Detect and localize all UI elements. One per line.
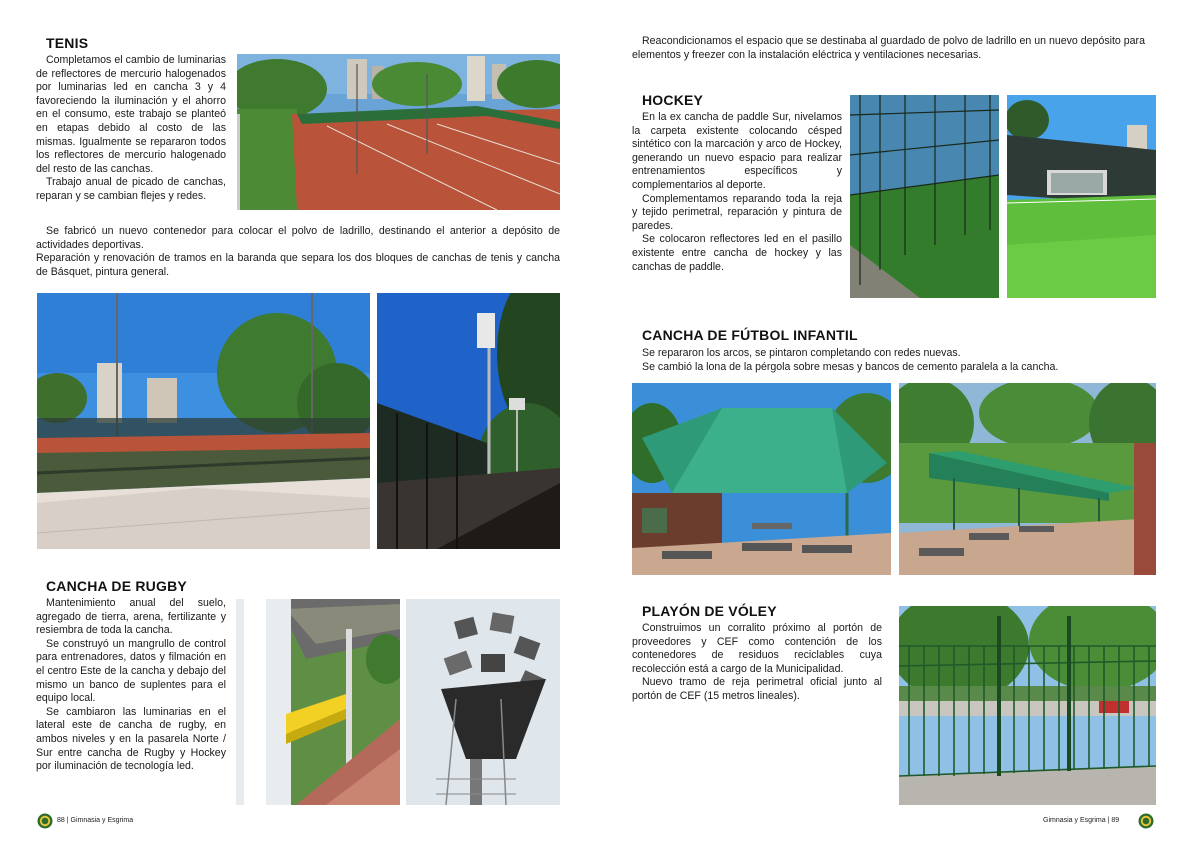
hockey-text [632,111,842,274]
right-intro [632,35,1156,62]
futbol-paragraph: Se cambió la lona de la pérgola sobre mesas y bancos de cemento paralela a la cancha. [642,360,1059,373]
section-title-futbol: CANCHA DE FÚTBOL INFANTIL [642,327,858,343]
futbol-text [632,347,1156,374]
tenis-extra-paragraph: Se fabricó un nuevo contenedor para colocar el polvo de ladrillo, destinando el anterior a depósito de actividades deportivas. [36,225,560,251]
voley-paragraph: Nuevo tramo de reja perimetral oficial junto al portón de CEF (15 metros lineales). [632,676,882,702]
tenis-extra-text [36,225,560,279]
volley-fence-photo [899,606,1156,805]
section-title-voley: PLAYÓN DE VÓLEY [642,603,777,619]
rugby-paragraph: Se cambiaron las luminarias en el lateral este de cancha de rugby, en ambos niveles y en la pasarela Norte / Sur entre cancha de Rugby y Hockey por iluminación de tecnología led. [36,705,226,773]
right-intro-paragraph: Reacondicionamos el espacio que se destinaba al guardado de polvo de ladrillo en un nuevo depósito para elementos y freezer con la instalación eléctrica y ventilaciones necesarias. [632,35,1145,61]
tenis-text [36,54,226,204]
pergola-photo-2 [899,383,1156,575]
voley-text [632,622,882,704]
hockey-paragraph: En la ex cancha de paddle Sur, nivelamos la carpeta existente colocando césped sintético con la marcación y arco de Hockey, generando un nuevo espacio para realizar entrenamientos específicos y complementarios al deporte. [632,111,842,191]
tennis-railing-photo [37,293,370,549]
rugby-floodlight-photo [406,599,560,805]
club-logo-icon [37,813,53,829]
tenis-extra-paragraph: Reparación y renovación de tramos en la baranda que separa los dos bloques de canchas de tenis y cancha de Básquet, pintura general. [36,252,560,278]
page-number-left: 88 | Gimnasia y Esgrima [57,817,134,824]
tenis-paragraph: Completamos el cambio de luminarias de reflectores de mercurio halogenados por luminarias led en cancha 3 y 4 favoreciendo la iluminación y el ahorro en el consumo, este trabajo se planteó en etapas debido al costo de las mismas. Igualmente se repararon todos los reflectores de mercurio halogenado del resto de las canchas. [36,54,226,175]
section-title-tenis: TENIS [46,35,89,51]
voley-paragraph: Construimos un corralito próximo al portón de proveedores y CEF como contención de los contenedores de residuos reciclables cuya recolección está a cargo de la Municipalidad. [632,622,882,675]
section-title-hockey: HOCKEY [642,92,704,108]
hockey-paragraph: Se colocaron reflectores led en el pasillo existente entre cancha de hockey y las canchas de paddle. [632,233,842,273]
rugby-bench-photo [236,599,400,805]
rugby-paragraph: Mantenimiento anual del suelo, agregado de tierra, arena, fertilizante y resiembra de toda la cancha. [36,597,226,637]
tenis-paragraph: Trabajo anual de picado de canchas, reparan y se cambian flejes y redes. [36,176,226,202]
club-logo-icon [1138,813,1154,829]
pergola-photo-1 [632,383,891,575]
hockey-paragraph: Complementamos reparando toda la reja y tejido perimetral, reparación y pintura de paredes. [632,192,842,232]
rugby-paragraph: Se construyó un mangrullo de control para entrenadores, datos y filmación en el centro Este de la cancha y debajo del mismo un banco de suplentes para el equipo local. [36,637,226,705]
tennis-courts-photo [237,54,560,210]
section-title-rugby: CANCHA DE RUGBY [46,578,187,594]
tennis-floodlight-photo [377,293,560,549]
page-number-right: Gimnasia y Esgrima | 89 [1043,817,1120,824]
hockey-fence-photo [850,95,999,298]
hockey-field-photo [1007,95,1156,298]
rugby-text [36,597,226,774]
futbol-paragraph: Se repararon los arcos, se pintaron completando con redes nuevas. [642,347,961,359]
